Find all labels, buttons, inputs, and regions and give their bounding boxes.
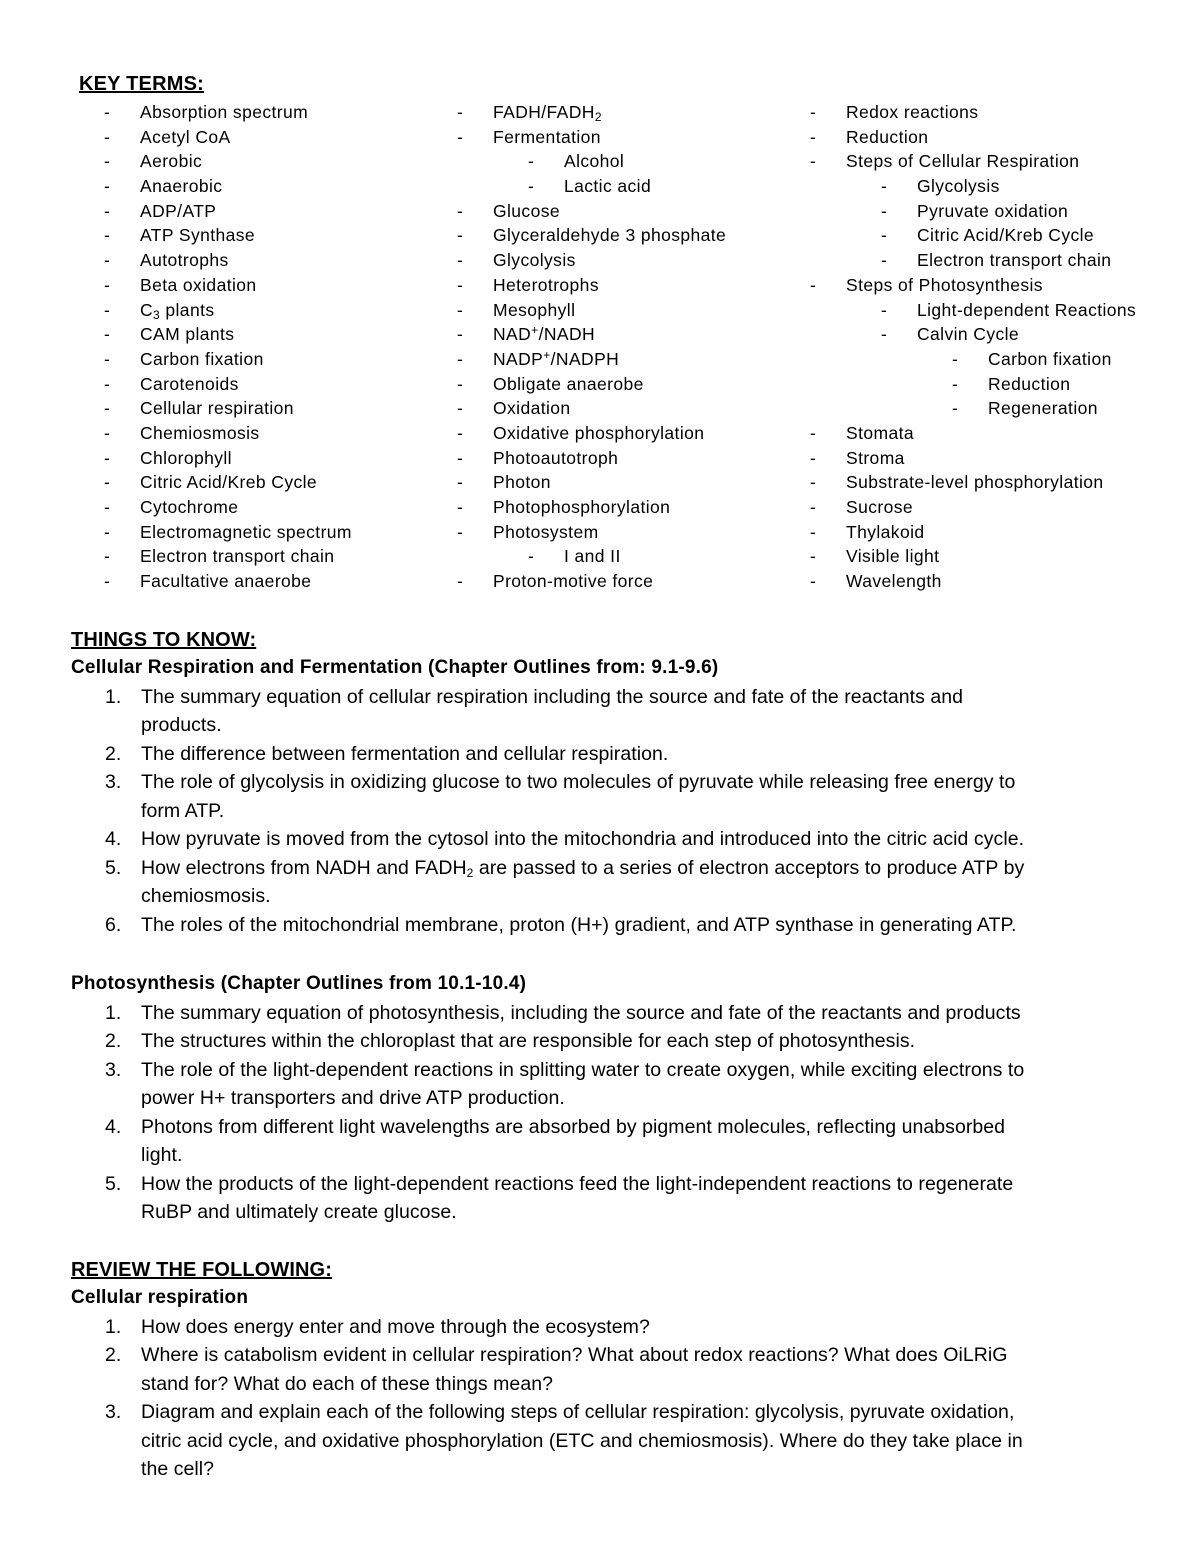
- list-item: [71, 768, 1151, 825]
- key-term-text: Oxidative phosphorylation: [493, 422, 705, 443]
- key-terms-column-1: [104, 100, 444, 594]
- key-term-item: [104, 396, 444, 421]
- bullet-dash: -: [104, 299, 111, 320]
- things-to-know-heading: THINGS TO KNOW:: [71, 629, 257, 651]
- key-term-text: Sucrose: [846, 497, 913, 517]
- item-number: 5.: [105, 856, 122, 879]
- key-term-item: [104, 298, 444, 323]
- bullet-dash: -: [457, 324, 464, 345]
- key-term-text: Photoautotroph: [493, 447, 619, 468]
- bullet-dash: -: [104, 102, 111, 122]
- key-term-item: [810, 322, 1190, 347]
- key-term-item: [810, 125, 1190, 150]
- key-term-item: [810, 174, 1190, 199]
- item-line: chemiosmosis.: [141, 885, 271, 907]
- item-number: 1.: [105, 685, 122, 708]
- key-term-item: [104, 174, 444, 199]
- key-term-text: Carotenoids: [140, 373, 239, 394]
- bullet-dash: -: [104, 521, 111, 542]
- bullet-dash: -: [104, 151, 111, 172]
- bullet-dash: -: [810, 274, 817, 295]
- key-term-item: [457, 100, 797, 125]
- key-term-text: I and II: [564, 546, 621, 567]
- bullet-dash: -: [457, 422, 464, 443]
- key-term-text: Reduction: [988, 373, 1071, 394]
- key-term-item: [810, 520, 1190, 545]
- key-term-text: Glycolysis: [493, 250, 576, 271]
- key-term-text: ADP/ATP: [140, 200, 217, 221]
- item-line: light.: [141, 1144, 183, 1166]
- bullet-dash: -: [810, 447, 817, 468]
- key-term-text: Stomata: [846, 422, 914, 443]
- item-line: The difference between fermentation and cellular respiration.: [141, 742, 669, 765]
- key-term-text: Light-dependent Reactions: [917, 299, 1137, 320]
- things-to-know-section: [71, 626, 1151, 939]
- key-term-item: [457, 446, 797, 471]
- respiration-outline-list: [71, 683, 1151, 940]
- key-term-item: [104, 569, 444, 594]
- key-term-text: Electromagnetic spectrum: [140, 521, 352, 542]
- key-term-text: Photophosphorylation: [493, 497, 671, 517]
- key-term-text: Glyceraldehyde 3 phosphate: [493, 225, 727, 246]
- bullet-dash: -: [528, 151, 535, 172]
- bullet-dash: -: [457, 497, 464, 517]
- item-number: 1.: [105, 1001, 122, 1024]
- bullet-dash: -: [104, 176, 111, 197]
- bullet-dash: -: [104, 447, 111, 468]
- key-term-text: Thylakoid: [846, 521, 925, 542]
- item-line: stand for? What do each of these things mean?: [141, 1372, 554, 1395]
- key-term-text: Aerobic: [140, 151, 203, 172]
- key-term-item: [810, 347, 1190, 372]
- item-number: 3.: [105, 1058, 122, 1081]
- bullet-dash: -: [952, 398, 959, 419]
- key-term-item: [810, 396, 1190, 421]
- item-line: The structures within the chloroplast that are responsible for each step of photosynthesis.: [141, 1030, 916, 1052]
- list-item: [71, 1341, 1151, 1398]
- item-line: How does energy enter and move through the ecosystem?: [141, 1315, 650, 1338]
- item-number: 5.: [105, 1172, 122, 1195]
- key-term-item: [810, 421, 1190, 446]
- key-term-text: Cellular respiration: [140, 398, 294, 419]
- bullet-dash: -: [952, 348, 959, 369]
- bullet-dash: -: [104, 373, 111, 394]
- key-term-item: [104, 149, 444, 174]
- key-term-text: CAM plants: [140, 324, 235, 345]
- key-term-text: Anaerobic: [140, 176, 223, 197]
- item-line: How pyruvate is moved from the cytosol into the mitochondria and introduced into the citric acid cycle.: [141, 828, 1025, 850]
- subscript: 3: [153, 307, 161, 322]
- key-term-item: [104, 199, 444, 224]
- bullet-dash: -: [104, 126, 111, 147]
- key-term-text: Cytochrome: [140, 497, 239, 517]
- item-number: 3.: [105, 1401, 122, 1423]
- item-line: The role of the light-dependent reactions in splitting water to create oxygen, while exciting electrons to: [141, 1058, 1025, 1081]
- key-term-item: [457, 520, 797, 545]
- key-term-text: Citric Acid/Kreb Cycle: [140, 472, 318, 493]
- bullet-dash: -: [810, 546, 817, 567]
- bullet-dash: -: [528, 546, 535, 567]
- bullet-dash: -: [810, 571, 817, 592]
- bullet-dash: -: [810, 497, 817, 517]
- item-line: citric acid cycle, and oxidative phosphorylation (ETC and chemiosmosis). Where do they take place in: [141, 1429, 1023, 1452]
- subscript: 2: [466, 865, 474, 880]
- key-term-text: Electron transport chain: [140, 546, 335, 567]
- key-term-text: Fermentation: [493, 126, 601, 147]
- review-respiration-heading: Cellular respiration: [71, 1287, 249, 1308]
- key-term-text: Absorption spectrum: [140, 102, 309, 122]
- list-item: [71, 1170, 1151, 1227]
- key-term-text: Alcohol: [564, 151, 625, 172]
- key-term-text: Visible light: [846, 546, 940, 567]
- key-term-item: [104, 273, 444, 298]
- bullet-dash: -: [810, 126, 817, 147]
- bullet-dash: -: [881, 250, 888, 271]
- bullet-dash: -: [457, 200, 464, 221]
- key-term-item: [810, 298, 1190, 323]
- review-section: [71, 1256, 1151, 1484]
- key-term-text: Chemiosmosis: [140, 422, 260, 443]
- key-term-text: Steps of Photosynthesis: [846, 274, 1043, 295]
- key-terms-column-3: [810, 100, 1190, 594]
- photosynthesis-outline-heading: Photosynthesis (Chapter Outlines from 10.1-10.4): [71, 973, 527, 994]
- item-number: 1.: [105, 1315, 122, 1338]
- key-term-item: [104, 495, 444, 520]
- item-line: the cell?: [141, 1458, 215, 1480]
- item-line: products.: [141, 714, 222, 736]
- item-number: 2.: [105, 1344, 122, 1366]
- key-term-text: Calvin Cycle: [917, 324, 1020, 345]
- key-term-item: [457, 421, 797, 446]
- key-term-item: [810, 470, 1190, 495]
- key-term-item: [104, 520, 444, 545]
- bullet-dash: -: [881, 200, 888, 221]
- review-heading: REVIEW THE FOLLOWING:: [71, 1259, 332, 1281]
- bullet-dash: -: [457, 274, 464, 295]
- key-term-item: [104, 347, 444, 372]
- list-item: [71, 911, 1151, 940]
- key-term-text: NADP+/NADPH: [493, 347, 620, 369]
- item-number: 4.: [105, 828, 122, 850]
- item-line: How electrons from NADH and $FADH_2$ are passed to a series of electron acceptors to produce ATP by: [141, 856, 1025, 880]
- review-respiration-list: [71, 1313, 1151, 1484]
- key-term-text: Substrate-level phosphorylation: [846, 472, 1104, 493]
- key-term-item: [457, 223, 797, 248]
- key-term-text: Stroma: [846, 447, 905, 468]
- key-term-item: [104, 100, 444, 125]
- bullet-dash: -: [104, 497, 111, 517]
- key-term-item: [104, 446, 444, 471]
- key-term-text: Oxidation: [493, 398, 571, 419]
- bullet-dash: -: [457, 373, 464, 394]
- bullet-dash: -: [457, 398, 464, 419]
- key-term-text: $C_3$ plants: [140, 299, 215, 322]
- key-term-item: [457, 248, 797, 273]
- key-term-text: Photon: [493, 472, 551, 493]
- bullet-dash: -: [881, 299, 888, 320]
- key-term-item: [810, 100, 1190, 125]
- list-item: [71, 1113, 1151, 1170]
- item-number: 2.: [105, 742, 122, 765]
- bullet-dash: -: [528, 176, 535, 197]
- bullet-dash: -: [457, 348, 464, 369]
- list-item: [71, 1313, 1151, 1342]
- key-term-text: FADH/$FADH_2$: [493, 102, 602, 124]
- bullet-dash: -: [457, 521, 464, 542]
- item-line: RuBP and ultimately create glucose.: [141, 1201, 457, 1223]
- bullet-dash: -: [104, 472, 111, 493]
- list-item: [71, 1398, 1151, 1484]
- key-term-item: [810, 223, 1190, 248]
- key-term-text: Pyruvate oxidation: [917, 200, 1069, 221]
- bullet-dash: -: [457, 299, 464, 320]
- subscript: 2: [594, 110, 602, 124]
- item-number: 4.: [105, 1115, 122, 1138]
- key-term-item: [457, 372, 797, 397]
- list-item: [71, 683, 1151, 740]
- item-number: 6.: [105, 913, 122, 936]
- key-term-item: [457, 470, 797, 495]
- bullet-dash: -: [810, 472, 817, 493]
- bullet-dash: -: [104, 422, 111, 443]
- key-term-item: [457, 347, 797, 372]
- respiration-outline-heading: Cellular Respiration and Fermentation (Chapter Outlines from: 9.1-9.6): [71, 657, 719, 678]
- bullet-dash: -: [457, 571, 464, 592]
- photosynthesis-section: [71, 970, 1151, 1227]
- item-line: form ATP.: [141, 799, 225, 822]
- bullet-dash: -: [881, 225, 888, 246]
- bullet-dash: -: [881, 176, 888, 197]
- key-term-text: Redox reactions: [846, 102, 979, 122]
- key-term-item: [810, 149, 1190, 174]
- key-term-item: [457, 298, 797, 323]
- key-term-text: Beta oxidation: [140, 274, 257, 295]
- bullet-dash: -: [952, 373, 959, 394]
- key-term-item: [104, 544, 444, 569]
- key-term-item: [810, 248, 1190, 273]
- key-term-item: [810, 199, 1190, 224]
- key-term-item: [457, 273, 797, 298]
- item-line: The roles of the mitochondrial membrane, proton (H+) gradient, and ATP synthase in generating ATP.: [141, 913, 1017, 936]
- key-term-item: [457, 125, 797, 150]
- key-term-item: [104, 223, 444, 248]
- key-term-text: Mesophyll: [493, 299, 576, 320]
- key-term-text: Heterotrophs: [493, 274, 599, 295]
- key-term-item: [457, 174, 797, 199]
- key-term-item: [810, 569, 1190, 594]
- bullet-dash: -: [104, 348, 111, 369]
- bullet-dash: -: [810, 102, 817, 122]
- key-term-text: Reduction: [846, 126, 929, 147]
- superscript: +: [531, 323, 539, 338]
- bullet-dash: -: [104, 571, 111, 592]
- item-line: The summary equation of photosynthesis, including the source and fate of the reactants and products: [141, 1001, 1021, 1024]
- item-line: Where is catabolism evident in cellular respiration? What about redox reactions? What does OiLRiG: [141, 1344, 1008, 1366]
- bullet-dash: -: [457, 250, 464, 271]
- list-item: [71, 740, 1151, 769]
- list-item: [71, 1056, 1151, 1113]
- key-terms-column-2: [457, 100, 797, 594]
- key-term-item: [104, 248, 444, 273]
- bullet-dash: -: [457, 126, 464, 147]
- bullet-dash: -: [104, 324, 111, 345]
- key-term-text: Autotrophs: [140, 250, 229, 271]
- key-term-item: [457, 569, 797, 594]
- key-term-item: [457, 149, 797, 174]
- key-term-item: [810, 495, 1190, 520]
- key-term-item: [104, 470, 444, 495]
- bullet-dash: -: [104, 274, 111, 295]
- bullet-dash: -: [457, 472, 464, 493]
- key-term-text: Proton-motive force: [493, 571, 654, 592]
- key-term-text: Obligate anaerobe: [493, 373, 644, 394]
- key-term-item: [457, 544, 797, 569]
- key-term-item: [457, 322, 797, 347]
- key-term-item: [457, 495, 797, 520]
- bullet-dash: -: [810, 521, 817, 542]
- key-term-item: [104, 372, 444, 397]
- list-item: [71, 1027, 1151, 1056]
- item-line: How the products of the light-dependent reactions feed the light-independent reactions to regenerate: [141, 1172, 1014, 1195]
- photosynthesis-outline-list: [71, 999, 1151, 1227]
- bullet-dash: -: [810, 422, 817, 443]
- bullet-dash: -: [104, 250, 111, 271]
- key-term-item: [104, 322, 444, 347]
- key-term-text: Glucose: [493, 200, 560, 221]
- key-term-item: [457, 199, 797, 224]
- bullet-dash: -: [104, 200, 111, 221]
- bullet-dash: -: [881, 324, 888, 345]
- key-term-text: Glycolysis: [917, 176, 1000, 197]
- key-term-text: Acetyl CoA: [140, 126, 231, 147]
- key-term-text: Regeneration: [988, 398, 1098, 419]
- key-term-text: Steps of Cellular Respiration: [846, 151, 1080, 172]
- key-term-item: [104, 421, 444, 446]
- item-line: power H+ transporters and drive ATP production.: [141, 1087, 565, 1109]
- bullet-dash: -: [810, 151, 817, 172]
- key-term-text: NAD+/NADH: [493, 323, 596, 345]
- key-term-text: Wavelength: [846, 571, 942, 592]
- item-number: 2.: [105, 1030, 122, 1052]
- key-term-item: [104, 125, 444, 150]
- list-item: [71, 854, 1151, 911]
- key-term-item: [810, 273, 1190, 298]
- bullet-dash: -: [457, 225, 464, 246]
- bullet-dash: -: [457, 102, 464, 122]
- key-term-text: Carbon fixation: [140, 348, 264, 369]
- key-term-item: [810, 446, 1190, 471]
- bullet-dash: -: [104, 546, 111, 567]
- item-line: The summary equation of cellular respiration including the source and fate of the reactants and: [141, 685, 964, 708]
- key-term-text: Photosystem: [493, 521, 599, 542]
- list-item: [71, 825, 1151, 854]
- key-term-text: Facultative anaerobe: [140, 571, 312, 592]
- key-term-text: Electron transport chain: [917, 250, 1112, 271]
- key-term-text: Citric Acid/Kreb Cycle: [917, 225, 1095, 246]
- bullet-dash: -: [104, 398, 111, 419]
- item-line: The role of glycolysis in oxidizing glucose to two molecules of pyruvate while releasing free energy to: [141, 771, 1016, 793]
- key-terms-heading: KEY TERMS:: [79, 73, 204, 95]
- list-item: [71, 999, 1151, 1028]
- bullet-dash: -: [457, 447, 464, 468]
- key-term-text: Carbon fixation: [988, 348, 1112, 369]
- key-term-item: [810, 544, 1190, 569]
- item-number: 3.: [105, 771, 122, 793]
- item-line: Photons from different light wavelengths are absorbed by pigment molecules, reflecting unabsorbed: [141, 1115, 1006, 1138]
- bullet-dash: -: [104, 225, 111, 246]
- item-line: Diagram and explain each of the following steps of cellular respiration: glycolysis, pyruvate oxidation,: [141, 1401, 1015, 1423]
- superscript: +: [543, 347, 551, 362]
- key-term-text: Chlorophyll: [140, 447, 232, 468]
- key-term-text: ATP Synthase: [140, 225, 256, 246]
- key-term-item: [810, 372, 1190, 397]
- key-term-item: [457, 396, 797, 421]
- key-term-text: Lactic acid: [564, 176, 652, 197]
